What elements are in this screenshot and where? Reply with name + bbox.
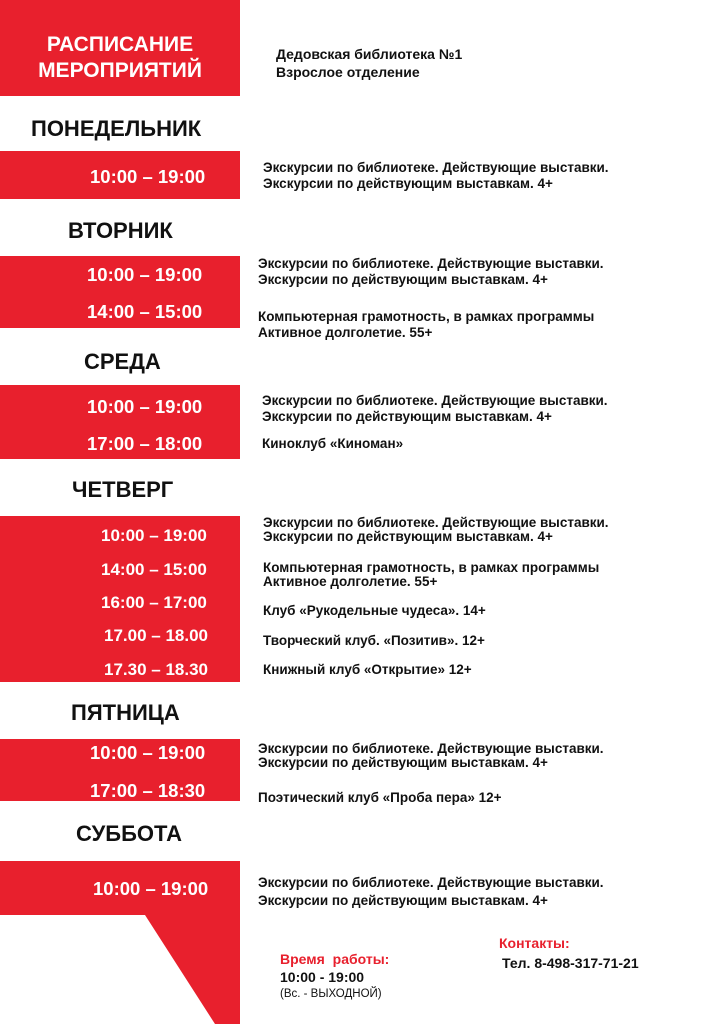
event-description [263, 561, 599, 589]
page-title [0, 32, 240, 84]
event-description [263, 160, 609, 192]
event-time: 17.30 – 18.30 [104, 660, 208, 679]
event-line: Компьютерная грамотность, в рамках программы [263, 560, 600, 575]
event-line: Активное долголетие. 55+ [258, 325, 433, 340]
page-title-line1: РАСПИСАНИЕ [46, 33, 194, 56]
event-time: 17:00 – 18:30 [90, 780, 206, 801]
event-line: Экскурсии по библиотеке. Действующие выставки. [263, 160, 609, 175]
event-time: 10:00 – 19:00 [87, 396, 203, 417]
event-line: Экскурсии по действующим выставкам. 4+ [258, 893, 548, 908]
event-description [258, 874, 604, 910]
event-time: 14:00 – 15:00 [87, 301, 203, 322]
working-hours-label: Время работы: [280, 951, 390, 967]
event-time: 17:00 – 18:00 [87, 433, 203, 454]
event-description [262, 393, 608, 425]
event-time: 10:00 – 19:00 [93, 878, 209, 899]
page-title-line2: МЕРОПРИЯТИЙ [38, 59, 202, 82]
closed-day: (Вс. - ВЫХОДНОЙ) [280, 988, 382, 1000]
event-time: 14:00 – 15:00 [101, 560, 207, 579]
event-time: 17.00 – 18.00 [104, 626, 208, 645]
event-description: Поэтический клуб «Проба пера» 12+ [258, 790, 502, 805]
event-line: Экскурсии по библиотеке. Действующие выставки. [258, 875, 604, 890]
event-time: 10:00 – 19:00 [87, 264, 203, 285]
event-time: 16:00 – 17:00 [101, 593, 207, 612]
event-line: Киноклуб «Киноман» [262, 436, 404, 451]
event-line: Экскурсии по действующим выставкам. 4+ [263, 176, 553, 191]
event-description [262, 436, 403, 452]
day-title-friday: ПЯТНИЦА [71, 700, 180, 725]
day-title-thursday: ЧЕТВЕРГ [72, 477, 174, 502]
event-time: 10:00 – 19:00 [90, 166, 206, 187]
event-line: Компьютерная грамотность, в рамках программы [258, 309, 595, 324]
library-name: Дедовская библиотека №1 [276, 46, 463, 62]
event-line: Экскурсии по библиотеке. Действующие выставки. [258, 741, 604, 756]
event-time: 10:00 – 19:00 [90, 742, 206, 763]
event-description: Книжный клуб «Открытие» 12+ [263, 662, 472, 677]
day-title-wednesday: СРЕДА [84, 349, 161, 374]
event-description [258, 256, 604, 288]
event-description [263, 516, 609, 544]
library-info [276, 45, 462, 81]
event-line: Экскурсии по библиотеке. Действующие выставки. [258, 256, 604, 271]
day-title-saturday: СУББОТА [76, 821, 182, 846]
event-line: Экскурсии по действующим выставкам. 4+ [258, 272, 548, 287]
event-line: Экскурсии по библиотеке. Действующие выставки. [263, 515, 609, 530]
contact-phone: Тел. 8-498-317-71-21 [502, 955, 639, 971]
event-line: Экскурсии по действующим выставкам. 4+ [262, 409, 552, 424]
day-title-tuesday: ВТОРНИК [68, 218, 173, 243]
day-title-monday: ПОНЕДЕЛЬНИК [31, 116, 202, 141]
contacts-label: Контакты: [499, 935, 570, 951]
library-department: Взрослое отделение [276, 64, 420, 80]
event-line: Экскурсии по библиотеке. Действующие выставки. [262, 393, 608, 408]
event-time: 10:00 – 19:00 [101, 526, 207, 545]
event-description [258, 309, 594, 341]
event-description [258, 742, 604, 770]
event-line: Экскурсии по действующим выставкам. 4+ [258, 755, 548, 770]
event-line: Экскурсии по действующим выставкам. 4+ [263, 529, 553, 544]
event-description: Творческий клуб. «Позитив». 12+ [263, 633, 485, 648]
event-line: Активное долголетие. 55+ [263, 574, 438, 589]
event-description: Клуб «Рукодельные чудеса». 14+ [263, 603, 486, 618]
working-hours: 10:00 - 19:00 [280, 969, 365, 985]
